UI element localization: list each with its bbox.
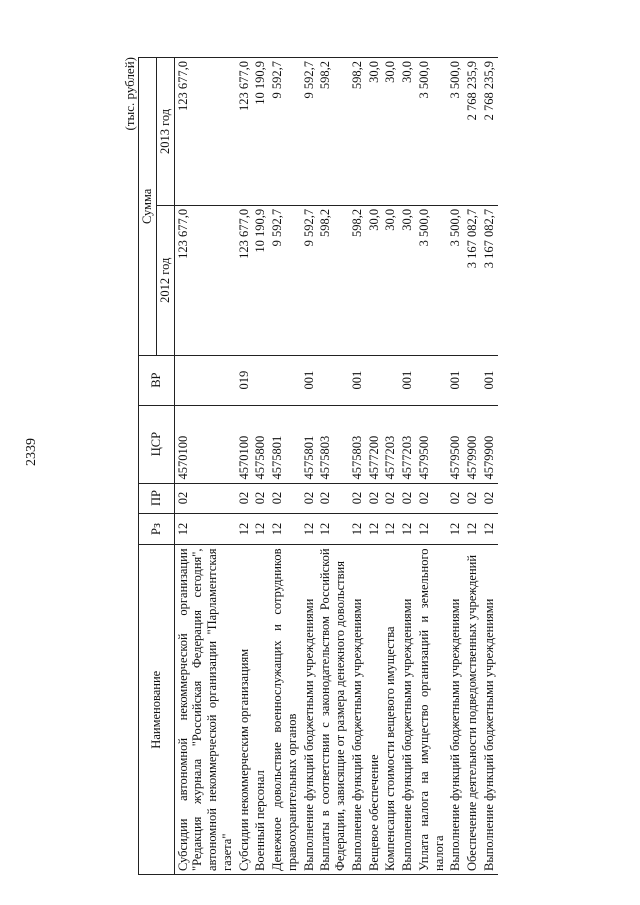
header-pr: ПР xyxy=(139,483,175,513)
cell-csr: 4575803 xyxy=(349,405,366,483)
header-sum: Сумма xyxy=(139,58,157,356)
cell-csr: 4577203 xyxy=(382,405,399,483)
cell-vr xyxy=(269,355,301,405)
cell-2012: 30,0 xyxy=(366,205,383,355)
cell-2013: 3 500,0 xyxy=(416,58,448,206)
table-row xyxy=(464,58,481,875)
cell-vr: 019 xyxy=(236,355,253,405)
cell-2012: 598,2 xyxy=(317,205,349,355)
cell-rz: 12 xyxy=(366,513,383,545)
cell-rz: 12 xyxy=(252,513,269,545)
table-row xyxy=(252,58,269,875)
header-year-2013: 2013 год xyxy=(156,58,174,206)
cell-pr: 02 xyxy=(399,483,416,513)
cell-vr xyxy=(464,355,481,405)
cell-vr xyxy=(252,355,269,405)
cell-vr: 001 xyxy=(349,355,366,405)
cell-2012: 598,2 xyxy=(349,205,366,355)
table-row xyxy=(366,58,383,875)
table-row xyxy=(236,58,253,875)
cell-vr: 001 xyxy=(481,355,498,405)
cell-2013: 598,2 xyxy=(349,58,366,206)
cell-2012: 123 677,0 xyxy=(236,205,253,355)
cell-rz: 12 xyxy=(416,513,448,545)
cell-csr: 4575800 xyxy=(252,405,269,483)
cell-name: Уплата налога на имущество организаций и земельного налога xyxy=(416,545,448,875)
page-number: 2339 xyxy=(24,438,39,466)
cell-rz: 12 xyxy=(464,513,481,545)
cell-rz: 12 xyxy=(382,513,399,545)
cell-2012: 3 500,0 xyxy=(416,205,448,355)
table-row xyxy=(399,58,416,875)
cell-vr xyxy=(416,355,448,405)
cell-csr: 4570100 xyxy=(236,405,253,483)
header-vr: ВР xyxy=(139,355,175,405)
cell-2013: 598,2 xyxy=(317,58,349,206)
cell-csr: 4575801 xyxy=(301,405,318,483)
cell-pr: 02 xyxy=(416,483,448,513)
cell-csr: 4575801 xyxy=(269,405,301,483)
table-row xyxy=(382,58,399,875)
table-row xyxy=(174,58,236,875)
cell-2013: 123 677,0 xyxy=(174,58,236,206)
cell-pr: 02 xyxy=(317,483,349,513)
cell-name: Субсидии автономной некоммерческой организации "Редакция журнала "Российская Федерация сегодня", автономной некоммерческой организации "Парламентская газета" xyxy=(174,545,236,875)
cell-name: Денежное довольствие военнослужащих и сотрудников правоохранительных органов xyxy=(269,545,301,875)
cell-name: Вещевое обеспечение xyxy=(366,545,383,875)
cell-2013: 30,0 xyxy=(399,58,416,206)
cell-2012: 30,0 xyxy=(399,205,416,355)
cell-2012: 9 592,7 xyxy=(301,205,318,355)
cell-2012: 3 167 082,7 xyxy=(464,205,481,355)
cell-rz: 12 xyxy=(447,513,464,545)
cell-2012: 30,0 xyxy=(382,205,399,355)
cell-vr xyxy=(366,355,383,405)
cell-2012: 9 592,7 xyxy=(269,205,301,355)
cell-vr xyxy=(382,355,399,405)
budget-table-container xyxy=(122,55,602,875)
table-row xyxy=(447,58,464,875)
cell-pr: 02 xyxy=(252,483,269,513)
cell-2012: 3 500,0 xyxy=(447,205,464,355)
cell-vr xyxy=(174,355,236,405)
header-rz: Рз xyxy=(139,513,175,545)
cell-name: Обеспечение деятельности подведомственных учреждений xyxy=(464,545,481,875)
cell-pr: 02 xyxy=(236,483,253,513)
cell-2013: 3 500,0 xyxy=(447,58,464,206)
cell-vr: 001 xyxy=(301,355,318,405)
table-row xyxy=(269,58,301,875)
cell-rz: 12 xyxy=(174,513,236,545)
cell-name: Выполнение функций бюджетными учреждениями xyxy=(447,545,464,875)
cell-name: Выполнение функций бюджетными учреждениями xyxy=(349,545,366,875)
cell-2013: 10 190,9 xyxy=(252,58,269,206)
cell-2013: 2 768 235,9 xyxy=(481,58,498,206)
cell-pr: 02 xyxy=(382,483,399,513)
cell-rz: 12 xyxy=(301,513,318,545)
cell-csr: 4575803 xyxy=(317,405,349,483)
cell-pr: 02 xyxy=(447,483,464,513)
cell-2013: 2 768 235,9 xyxy=(464,58,481,206)
cell-vr xyxy=(317,355,349,405)
cell-pr: 02 xyxy=(481,483,498,513)
cell-2013: 9 592,7 xyxy=(301,58,318,206)
cell-pr: 02 xyxy=(366,483,383,513)
header-csr: ЦСР xyxy=(139,405,175,483)
cell-csr: 4579900 xyxy=(481,405,498,483)
cell-2013: 30,0 xyxy=(366,58,383,206)
cell-2012: 3 167 082,7 xyxy=(481,205,498,355)
cell-vr: 001 xyxy=(399,355,416,405)
cell-csr: 4570100 xyxy=(174,405,236,483)
cell-csr: 4579900 xyxy=(464,405,481,483)
cell-pr: 02 xyxy=(269,483,301,513)
cell-2012: 10 190,9 xyxy=(252,205,269,355)
cell-name: Субсидии некоммерческим организациям xyxy=(236,545,253,875)
cell-csr: 4579500 xyxy=(447,405,464,483)
cell-rz: 12 xyxy=(236,513,253,545)
table-row xyxy=(416,58,448,875)
cell-pr: 02 xyxy=(301,483,318,513)
header-year-2012: 2012 год xyxy=(156,205,174,355)
cell-2013: 123 677,0 xyxy=(236,58,253,206)
cell-rz: 12 xyxy=(269,513,301,545)
cell-2013: 9 592,7 xyxy=(269,58,301,206)
cell-rz: 12 xyxy=(349,513,366,545)
cell-2012: 123 677,0 xyxy=(174,205,236,355)
cell-name: Выплаты в соответствии с законодательством Российской Федерации, зависящие от размера денежного довольствия xyxy=(317,545,349,875)
cell-pr: 02 xyxy=(464,483,481,513)
table-row xyxy=(481,58,498,875)
cell-pr: 02 xyxy=(174,483,236,513)
table-row xyxy=(317,58,349,875)
cell-rz: 12 xyxy=(317,513,349,545)
cell-csr: 4577200 xyxy=(366,405,383,483)
cell-csr: 4579500 xyxy=(416,405,448,483)
cell-vr: 001 xyxy=(447,355,464,405)
cell-name: Военный персонал xyxy=(252,545,269,875)
cell-csr: 4577203 xyxy=(399,405,416,483)
cell-name: Выполнение функций бюджетными учреждениями xyxy=(399,545,416,875)
cell-rz: 12 xyxy=(481,513,498,545)
cell-2013: 30,0 xyxy=(382,58,399,206)
table-body xyxy=(174,58,498,875)
cell-name: Компенсация стоимости вещевого имущества xyxy=(382,545,399,875)
header-name: Наименование xyxy=(139,545,175,875)
unit-note: (тыс. рублей) xyxy=(122,57,137,131)
cell-name: Выполнение функций бюджетными учреждениями xyxy=(481,545,498,875)
table-header xyxy=(139,58,175,875)
table-row xyxy=(301,58,318,875)
cell-name: Выполнение функций бюджетными учреждениями xyxy=(301,545,318,875)
table-row xyxy=(349,58,366,875)
cell-rz: 12 xyxy=(399,513,416,545)
budget-table xyxy=(138,57,498,875)
cell-pr: 02 xyxy=(349,483,366,513)
